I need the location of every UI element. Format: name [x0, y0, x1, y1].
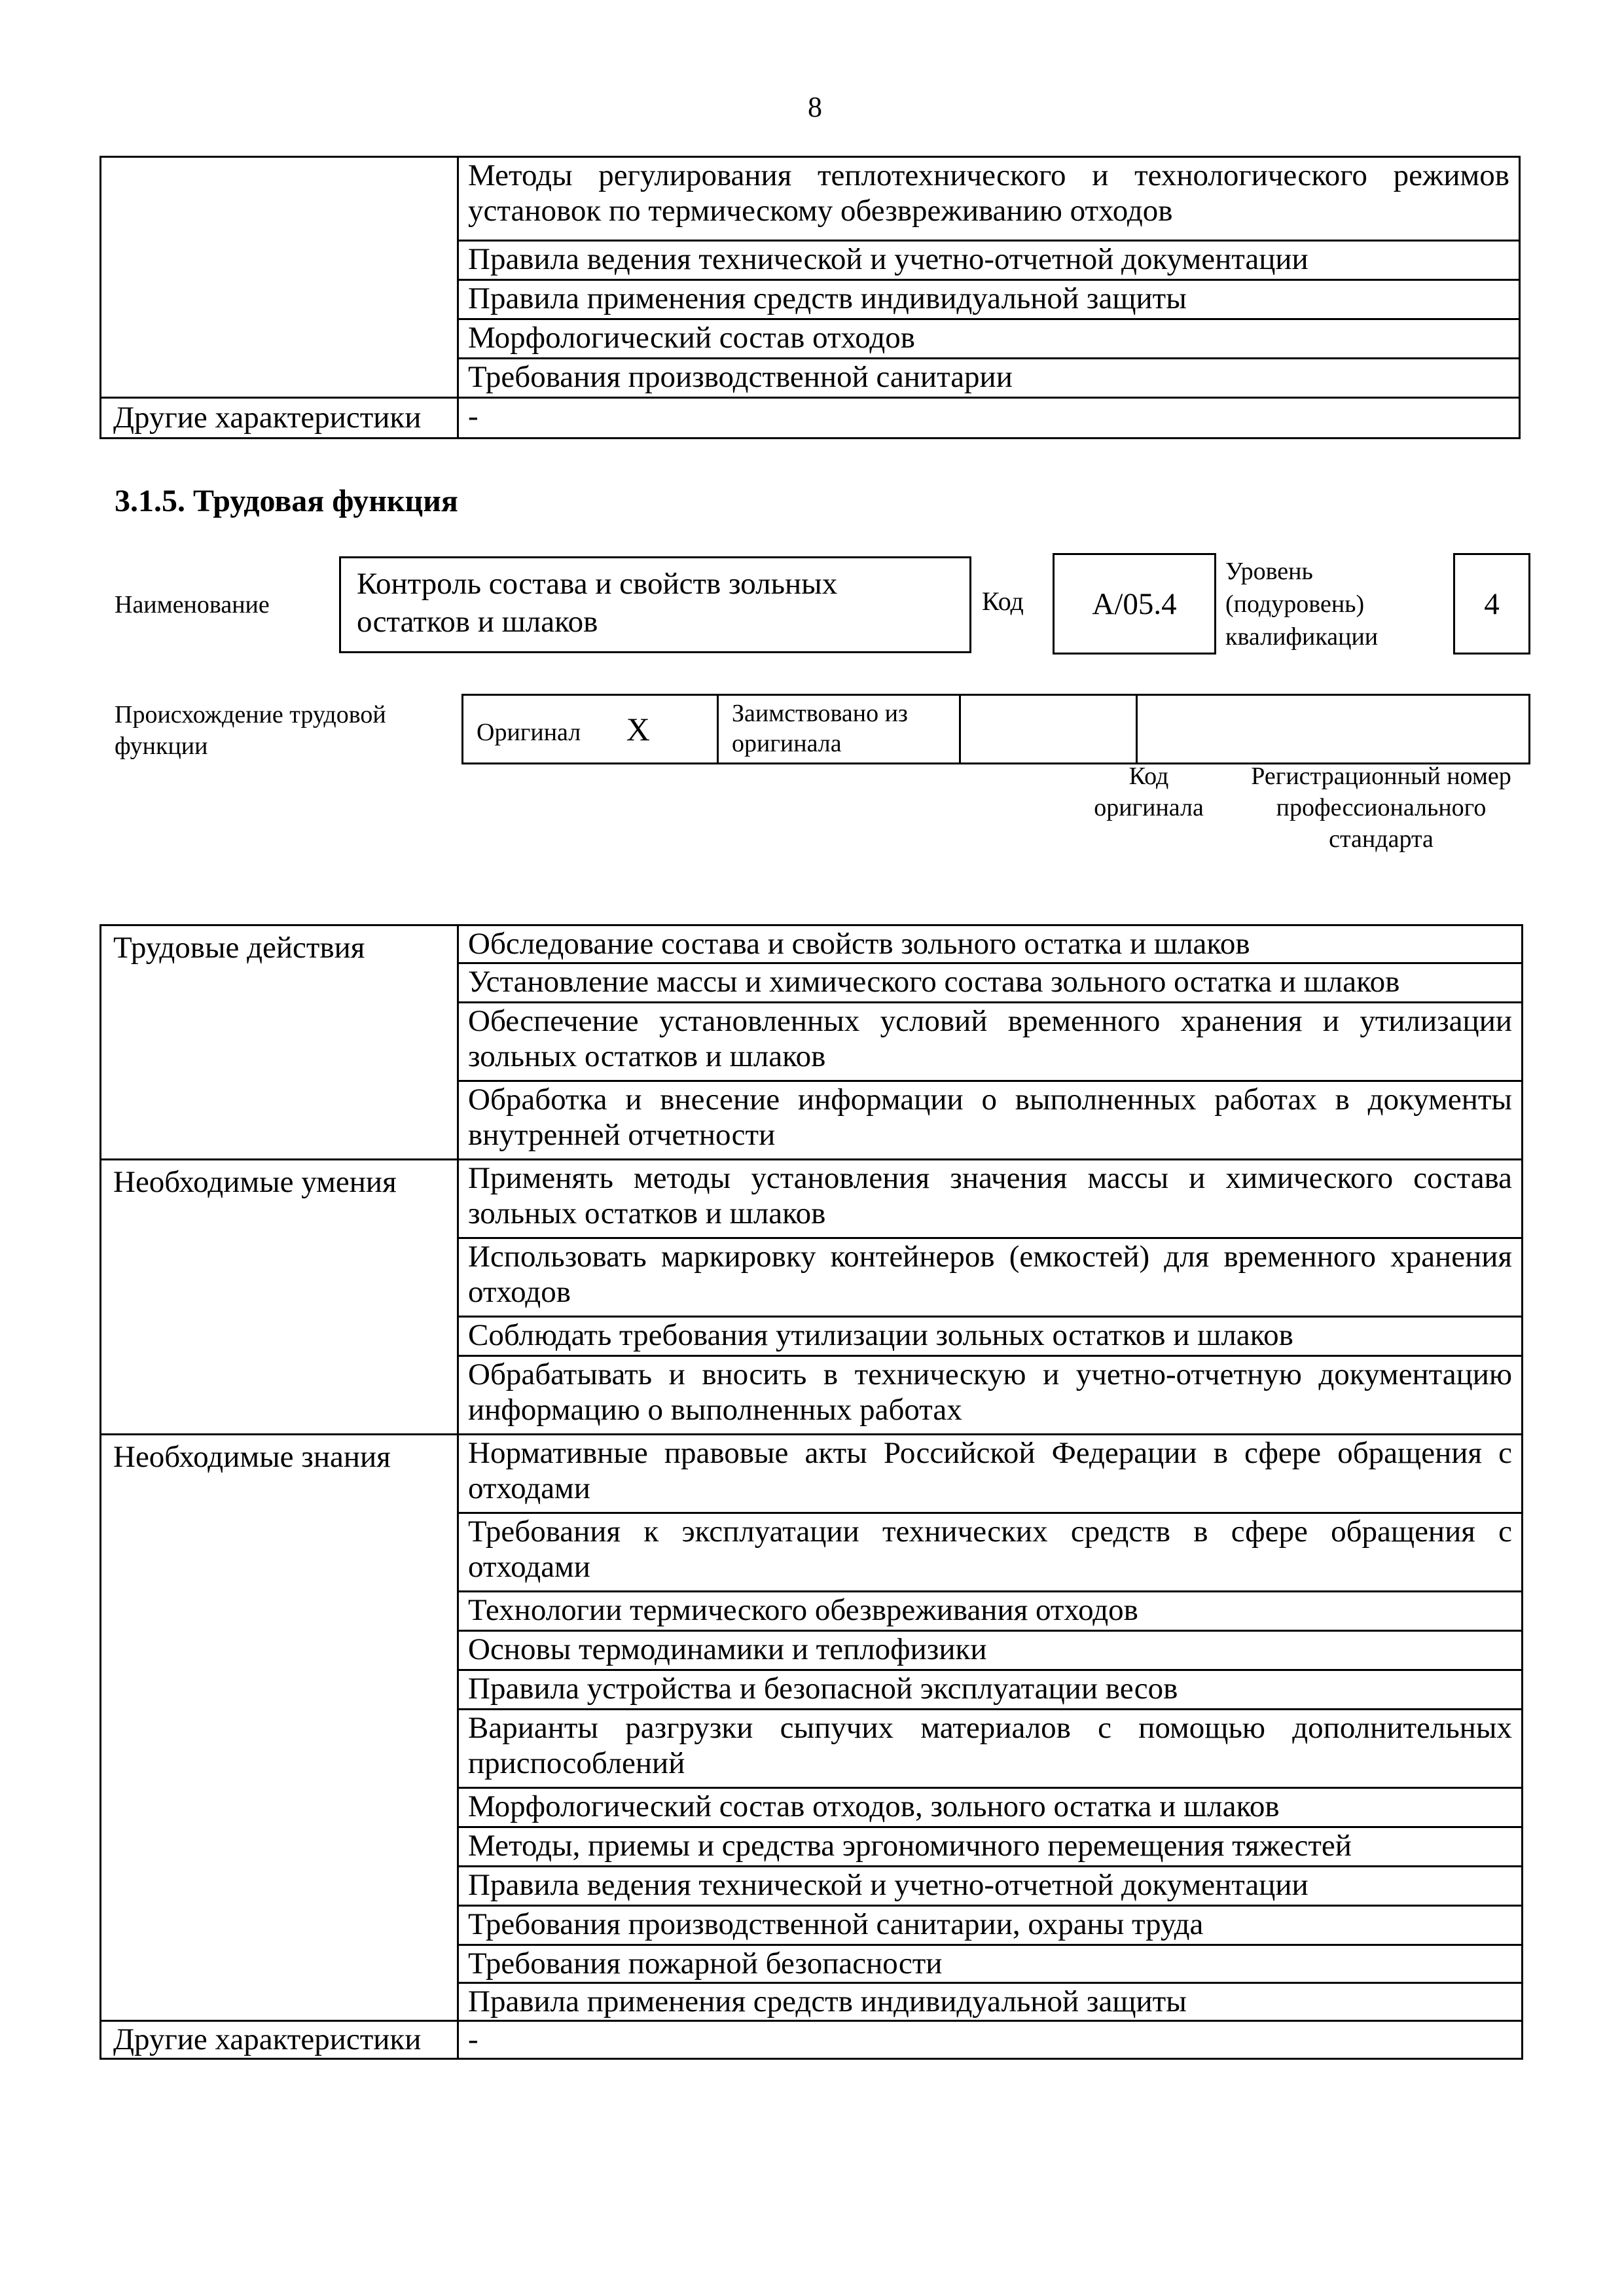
knowledge-item: Морфологический состав отходов — [458, 319, 1520, 359]
skill-item: Обрабатывать и вносить в техническую и учетно-отчетную документацию информацию о выполненных работах — [458, 1356, 1523, 1435]
page-number: 8 — [808, 91, 822, 123]
labor-actions-label: Трудовые действия — [101, 925, 458, 1160]
origin-table — [461, 694, 1530, 764]
top-continuation-table — [99, 156, 1521, 439]
other-characteristics-value: - — [458, 2021, 1523, 2059]
reg-number-cell — [1137, 695, 1530, 764]
knowledge-item: Правила ведения технической и учетно-отчетной документации — [458, 241, 1520, 280]
borrowed-cell — [718, 695, 960, 764]
action-item: Установление массы и химического состава зольного остатка и шлаков — [458, 963, 1523, 1003]
knowledge-item: Правила применения средств индивидуальной защиты — [458, 1983, 1523, 2021]
function-name-box — [339, 556, 971, 653]
main-table — [99, 924, 1523, 2060]
code-caption: Код оригинала — [1094, 762, 1204, 821]
code-value: А/05.4 — [1092, 586, 1177, 621]
knowledge-label-cell — [101, 157, 458, 398]
level-label: Уровень (подуровень) квалификации — [1225, 558, 1379, 651]
section-title: 3.1.5. Трудовая функция — [115, 484, 458, 518]
knowledge-item: Требования пожарной безопасности — [458, 1945, 1523, 1983]
knowledge-item: Методы регулирования теплотехнического и технологического режимов установок по термическому обезвреживанию отходов — [458, 157, 1520, 241]
skill-item: Применять методы установления значения массы и химического состава зольных остатков и шлаков — [458, 1160, 1523, 1238]
other-characteristics-label: Другие характеристики — [101, 2021, 458, 2059]
borrowed-label: Заимствовано из оригинала — [732, 700, 908, 757]
action-item: Обработка и внесение информации о выполненных работах в документы внутренней отчетности — [458, 1081, 1523, 1160]
original-mark: X — [626, 711, 650, 747]
knowledge-item: Варианты разгрузки сыпучих материалов с помощью дополнительных приспособлений — [458, 1710, 1523, 1788]
skills-label: Необходимые умения — [101, 1160, 458, 1435]
origin-label: Происхождение трудовой функции — [115, 701, 386, 760]
knowledge-item: Правила применения средств индивидуальной защиты — [458, 280, 1520, 319]
original-label: Оригинал — [477, 719, 581, 746]
skill-item: Использовать маркировку контейнеров (емкостей) для временного хранения отходов — [458, 1238, 1523, 1317]
knowledge-item: Нормативные правовые акты Российской Федерации в сфере обращения с отходами — [458, 1435, 1523, 1513]
knowledge-item: Методы, приемы и средства эргономичного перемещения тяжестей — [458, 1827, 1523, 1867]
code-label: Код — [982, 586, 1024, 616]
function-name-value: Контроль состава и свойств зольных остатков и шлаков — [357, 567, 838, 639]
level-value: 4 — [1484, 586, 1500, 621]
knowledge-item: Правила устройства и безопасной эксплуатации весов — [458, 1670, 1523, 1710]
code-box — [1053, 553, 1216, 655]
skill-item: Соблюдать требования утилизации зольных остатков и шлаков — [458, 1317, 1523, 1356]
knowledge-item: Технологии термического обезвреживания отходов — [458, 1592, 1523, 1631]
knowledge-label: Необходимые знания — [101, 1435, 458, 2021]
knowledge-item: Требования производственной санитарии, охраны труда — [458, 1906, 1523, 1945]
origin-original-cell — [463, 695, 718, 764]
other-characteristics-value: - — [458, 398, 1520, 439]
name-label: Наименование — [115, 591, 270, 619]
knowledge-item: Правила ведения технической и учетно-отчетной документации — [458, 1867, 1523, 1906]
knowledge-item: Требования к эксплуатации технических средств в сфере обращения с отходами — [458, 1513, 1523, 1592]
action-item: Обеспечение установленных условий временного хранения и утилизации зольных остатков и шлаков — [458, 1003, 1523, 1081]
knowledge-item: Требования производственной санитарии — [458, 359, 1520, 398]
level-box — [1453, 553, 1530, 655]
reg-caption: Регистрационный номер профессионального стандарта — [1251, 762, 1511, 853]
knowledge-item: Основы термодинамики и теплофизики — [458, 1631, 1523, 1670]
other-characteristics-label: Другие характеристики — [101, 398, 458, 439]
knowledge-item: Морфологический состав отходов, зольного остатка и шлаков — [458, 1788, 1523, 1827]
original-code-cell — [960, 695, 1137, 764]
action-item: Обследование состава и свойств зольного остатка и шлаков — [458, 925, 1523, 963]
